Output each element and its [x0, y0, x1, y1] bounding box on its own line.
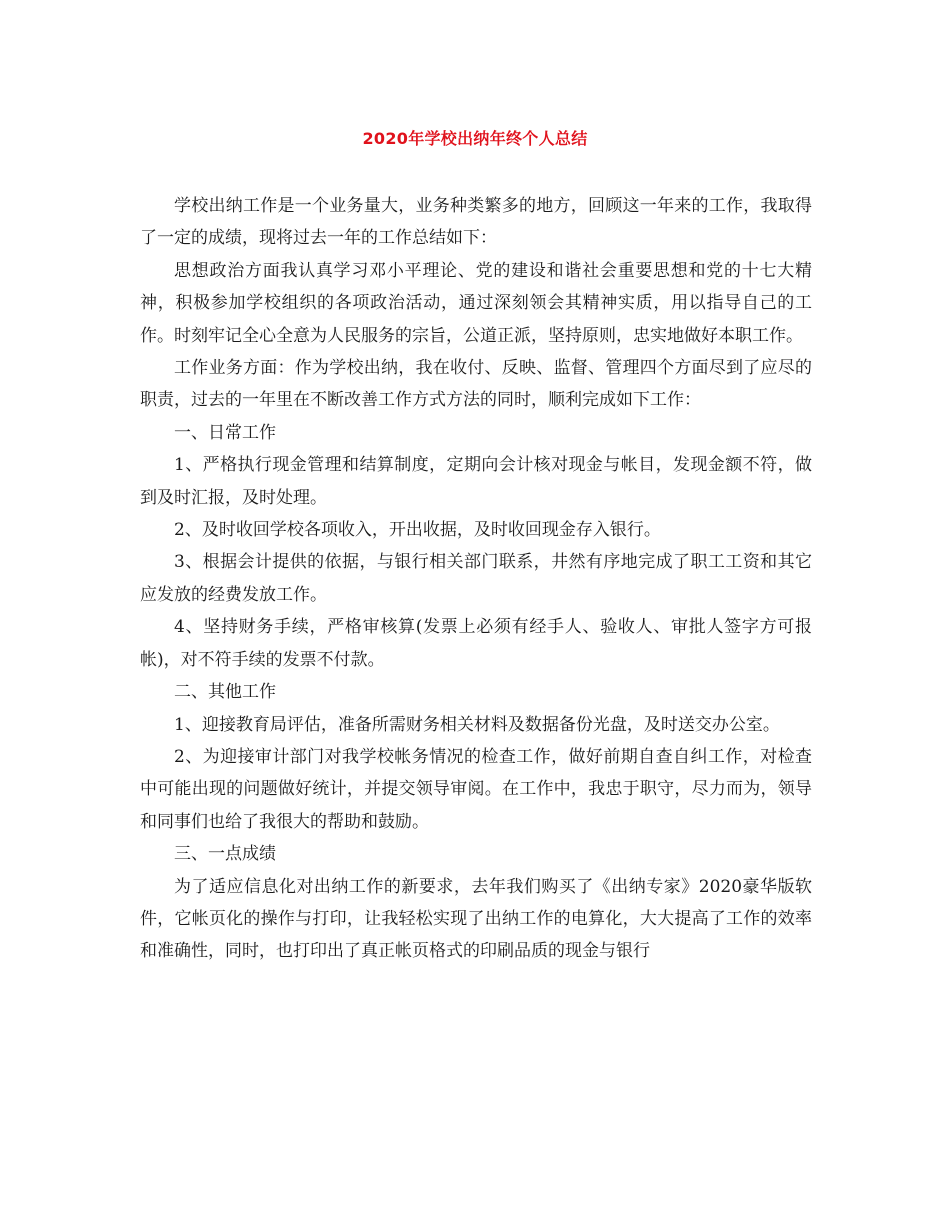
list-item-daily-3: 3、根据会计提供的依据，与银行相关部门联系，井然有序地完成了职工工资和其它应发放的经费发放工作。 [140, 552, 812, 605]
paragraph-achievement: 为了适应信息化对出纳工作的新要求，去年我们购买了《出纳专家》2020豪华版软件，它帐页化的操作与打印，让我轻松实现了出纳工作的电算化，大大提高了工作的效率和准确性，同时，也打印出了真正帐页格式的印刷品质的现金与银行 [140, 876, 812, 962]
paragraph-business: 工作业务方面：作为学校出纳，我在收付、反映、监督、管理四个方面尽到了应尽的职责，过去的一年里在不断改善工作方式方法的同时，顺利完成如下工作： [140, 358, 812, 411]
paragraph-political: 思想政治方面我认真学习邓小平理论、党的建设和谐社会重要思想和党的十七大精神，积极参加学校组织的各项政治活动，通过深刻领会其精神实质，用以指导自己的工作。时刻牢记全心全意为人民服务的宗旨，公道正派，坚持原则，忠实地做好本职工作。 [140, 260, 812, 346]
document-title: 2020年学校出纳年终个人总结 [362, 129, 588, 148]
section-heading-other-work: 二、其他工作 [174, 682, 276, 703]
list-item-other-1: 1、迎接教育局评估，准备所需财务相关材料及数据备份光盘，及时送交办公室。 [174, 714, 780, 735]
section-heading-achievement: 三、一点成绩 [174, 844, 276, 865]
list-item-daily-2: 2、及时收回学校各项收入，开出收据，及时收回现金存入银行。 [174, 520, 661, 541]
section-heading-daily-work: 一、日常工作 [174, 422, 276, 443]
list-item-daily-4: 4、坚持财务手续，严格审核算(发票上必须有经手人、验收人、审批人签字方可报帐)，对不符手续的发票不付款。 [140, 617, 812, 670]
document-body [140, 190, 812, 968]
paragraph-intro: 学校出纳工作是一个业务量大，业务种类繁多的地方，回顾这一年来的工作，我取得了一定的成绩，现将过去一年的工作总结如下： [140, 196, 812, 249]
list-item-other-2: 2、为迎接审计部门对我学校帐务情况的检查工作，做好前期自查自纠工作，对检查中可能出现的问题做好统计，并提交领导审阅。在工作中，我忠于职守，尽力而为，领导和同事们也给了我很大的帮助和鼓励。 [140, 746, 812, 832]
list-item-daily-1: 1、严格执行现金管理和结算制度，定期向会计核对现金与帐目，发现金额不符，做到及时汇报，及时处理。 [140, 455, 812, 508]
